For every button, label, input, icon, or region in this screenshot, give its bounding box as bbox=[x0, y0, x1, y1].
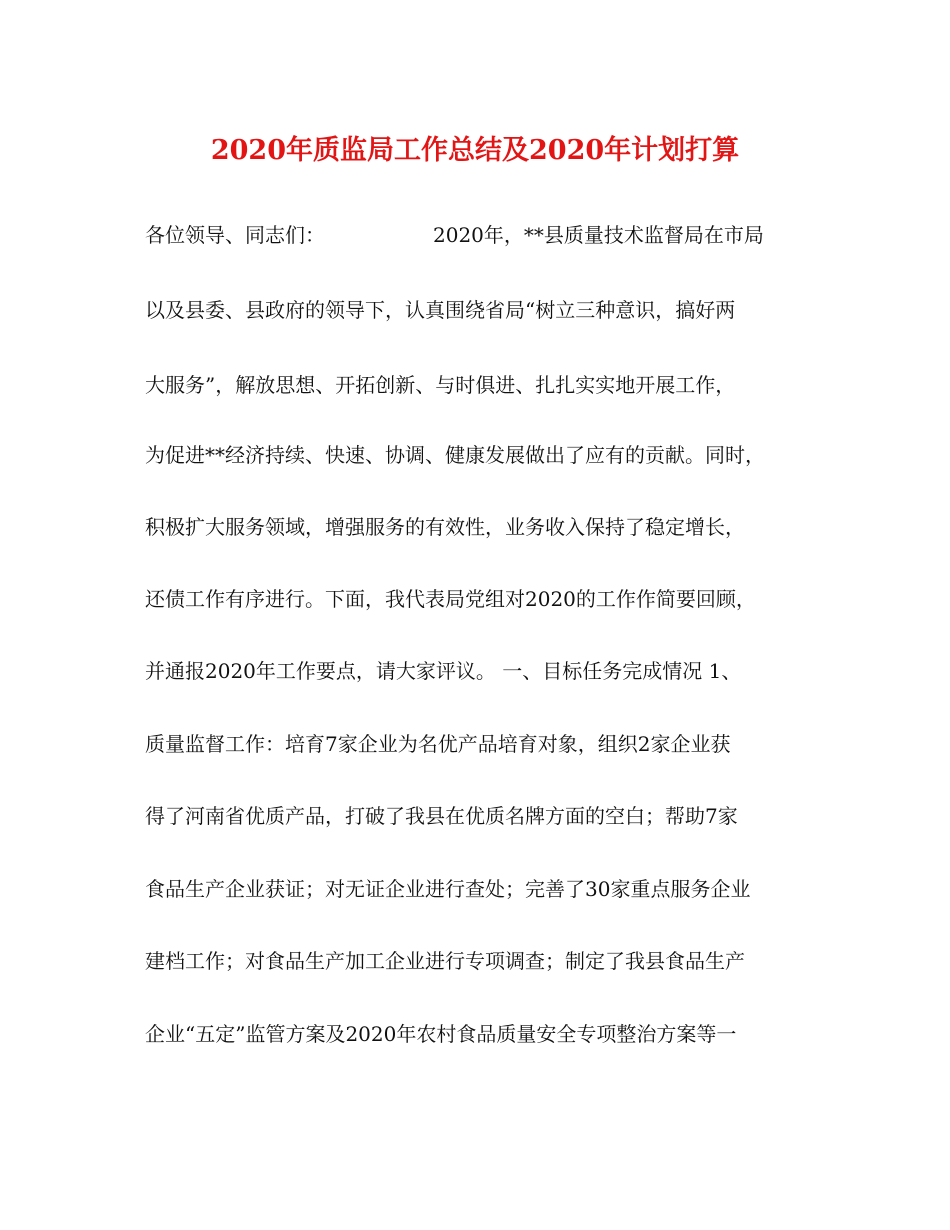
paragraph-line-5: 积极扩大服务领域，增强服务的有效性，业务收入保持了稳定增长， bbox=[145, 515, 745, 539]
paragraph-line-11: 建档工作；对食品生产加工企业进行专项调查；制定了我县食品生产 bbox=[145, 949, 745, 973]
salutation: 各位领导、同志们： bbox=[145, 223, 325, 247]
paragraph-line-6: 还债工作有序进行。下面，我代表局党组对2020的工作作简要回顾， bbox=[145, 587, 756, 611]
paragraph-line-3: 大服务”，解放思想、开拓创新、与时俱进、扎扎实实地开展工作， bbox=[145, 373, 736, 397]
paragraph-line-1-text: 2020年，**县质量技术监督局在市局 bbox=[433, 223, 764, 247]
document-title: 2020年质监局工作总结及2020年计划打算 bbox=[210, 135, 740, 166]
paragraph-line-1 bbox=[145, 220, 764, 250]
paragraph-line-2: 以及县委、县政府的领导下，认真围绕省局“树立三种意识，搞好两 bbox=[145, 298, 736, 322]
paragraph-line-10: 食品生产企业获证；对无证企业进行查处；完善了30家重点服务企业 bbox=[145, 877, 751, 901]
paragraph-line-4: 为促进**经济持续、快速、协调、健康发展做出了应有的贡献。同时， bbox=[145, 443, 765, 467]
paragraph-line-8: 质量监督工作：培育7家企业为名优产品培育对象，组织2家企业获 bbox=[145, 732, 731, 756]
paragraph-line-12: 企业“五定”监管方案及2020年农村食品质量安全专项整治方案等一 bbox=[145, 1022, 737, 1046]
paragraph-line-9: 得了河南省优质产品，打破了我县在优质名牌方面的空白；帮助7家 bbox=[145, 804, 738, 828]
paragraph-line-7: 并通报2020年工作要点，请大家评议。 一、目标任务完成情况 1、 bbox=[145, 659, 742, 683]
